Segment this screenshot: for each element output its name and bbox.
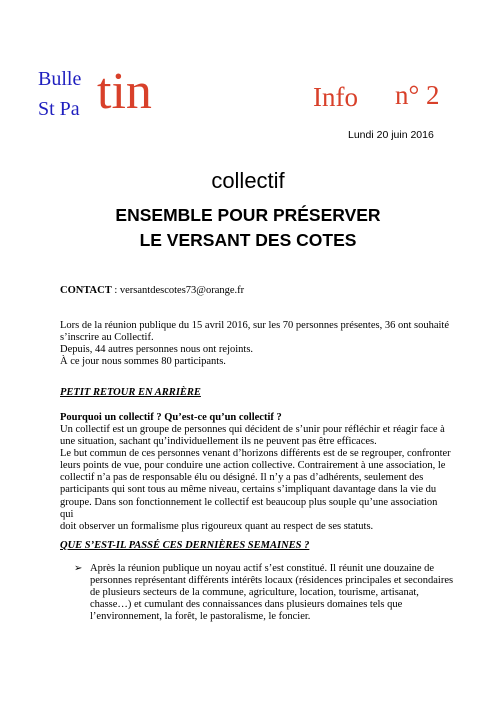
masthead-tin: tin: [97, 63, 152, 120]
intro-line: Lors de la réunion publique du 15 avril 2016, sur les 70 personnes présentes, 36 ont souhaité: [60, 320, 450, 331]
bullet-line: Après la réunion publique un noyau actif s’est constitué. Il réunit une douzaine de: [90, 563, 435, 574]
section-heading-retour: PETIT RETOUR EN ARRIÈRE: [60, 387, 201, 398]
intro-paragraph: [60, 320, 452, 368]
intro-line: Depuis, 44 autres personnes nous ont rejoints.: [60, 344, 254, 356]
contact-line: [60, 285, 244, 296]
collectif-paragraph: [60, 424, 452, 533]
paragraph-line: une situation, sachant qu’individuellement ils ne peuvent pas être efficaces.: [60, 436, 377, 448]
paragraph-line: doit observer un formalisme plus rigoureux quant au respect de ses statuts.: [60, 520, 374, 532]
masthead-issue-number: n° 2: [395, 80, 440, 110]
section-subheading-collectif: Pourquoi un collectif ? Qu’est-ce qu’un collectif ?: [60, 412, 282, 423]
paragraph-line: leurs points de vue, pour conduire une action collective. Contrairement à une association, le: [60, 460, 446, 472]
masthead-st-pa: St Pa: [38, 98, 80, 120]
bullet-line: de plusieurs secteurs de la commune, agriculture, location, tourisme, artisanat,: [90, 587, 419, 599]
paragraph-line: Un collectif est un groupe de personnes qui décident de s’unir pour réfléchir et réagir face à: [60, 424, 445, 435]
bullet-line: chasse…) et cumulant des connaissances dans plusieurs domaines tels que: [90, 599, 403, 611]
intro-line: À ce jour nous sommes 80 participants.: [60, 356, 226, 368]
bullet-line: l’environnement, la forêt, le pastoralisme, le foncier.: [90, 611, 311, 623]
bullet-item: [74, 563, 459, 623]
masthead-info: Info: [313, 82, 358, 112]
issue-date: Lundi 20 juin 2016: [348, 129, 434, 141]
masthead-bulle: Bulle: [38, 68, 82, 90]
bullet-line: personnes représentant différents intérêts locaux (résidences principales et secondaires: [90, 575, 454, 587]
heading-kicker: collectif: [211, 168, 285, 193]
paragraph-line: Le but commun de ces personnes venant d’horizons différents est de se regrouper, confronter: [60, 448, 451, 460]
section-heading-semaines: QUE S’EST-IL PASSÉ CES DERNIÈRES SEMAINES ?: [60, 540, 310, 551]
contact-email[interactable]: : versantdescotes73@orange.fr: [111, 285, 245, 296]
arrowhead-bullet-icon: ➢: [74, 563, 83, 574]
paragraph-line: groupe. Dans son fonctionnement le collectif est beaucoup plus souple qu’une association qui: [60, 496, 438, 520]
paragraph-line: participants qui sont tous au même niveau, certains s’impliquant davantage dans la vie du: [60, 484, 437, 496]
paragraph-line: collectif n’a pas de responsable élu ou désigné. Il n’y a pas d’adhérents, seulement des: [60, 472, 424, 484]
title-line-1: ENSEMBLE POUR PRÉSERVER: [115, 205, 381, 225]
contact-label: CONTACT: [60, 285, 112, 296]
intro-line: s’inscrire au Collectif.: [60, 332, 154, 344]
title-line-2: LE VERSANT DES COTES: [139, 230, 357, 250]
